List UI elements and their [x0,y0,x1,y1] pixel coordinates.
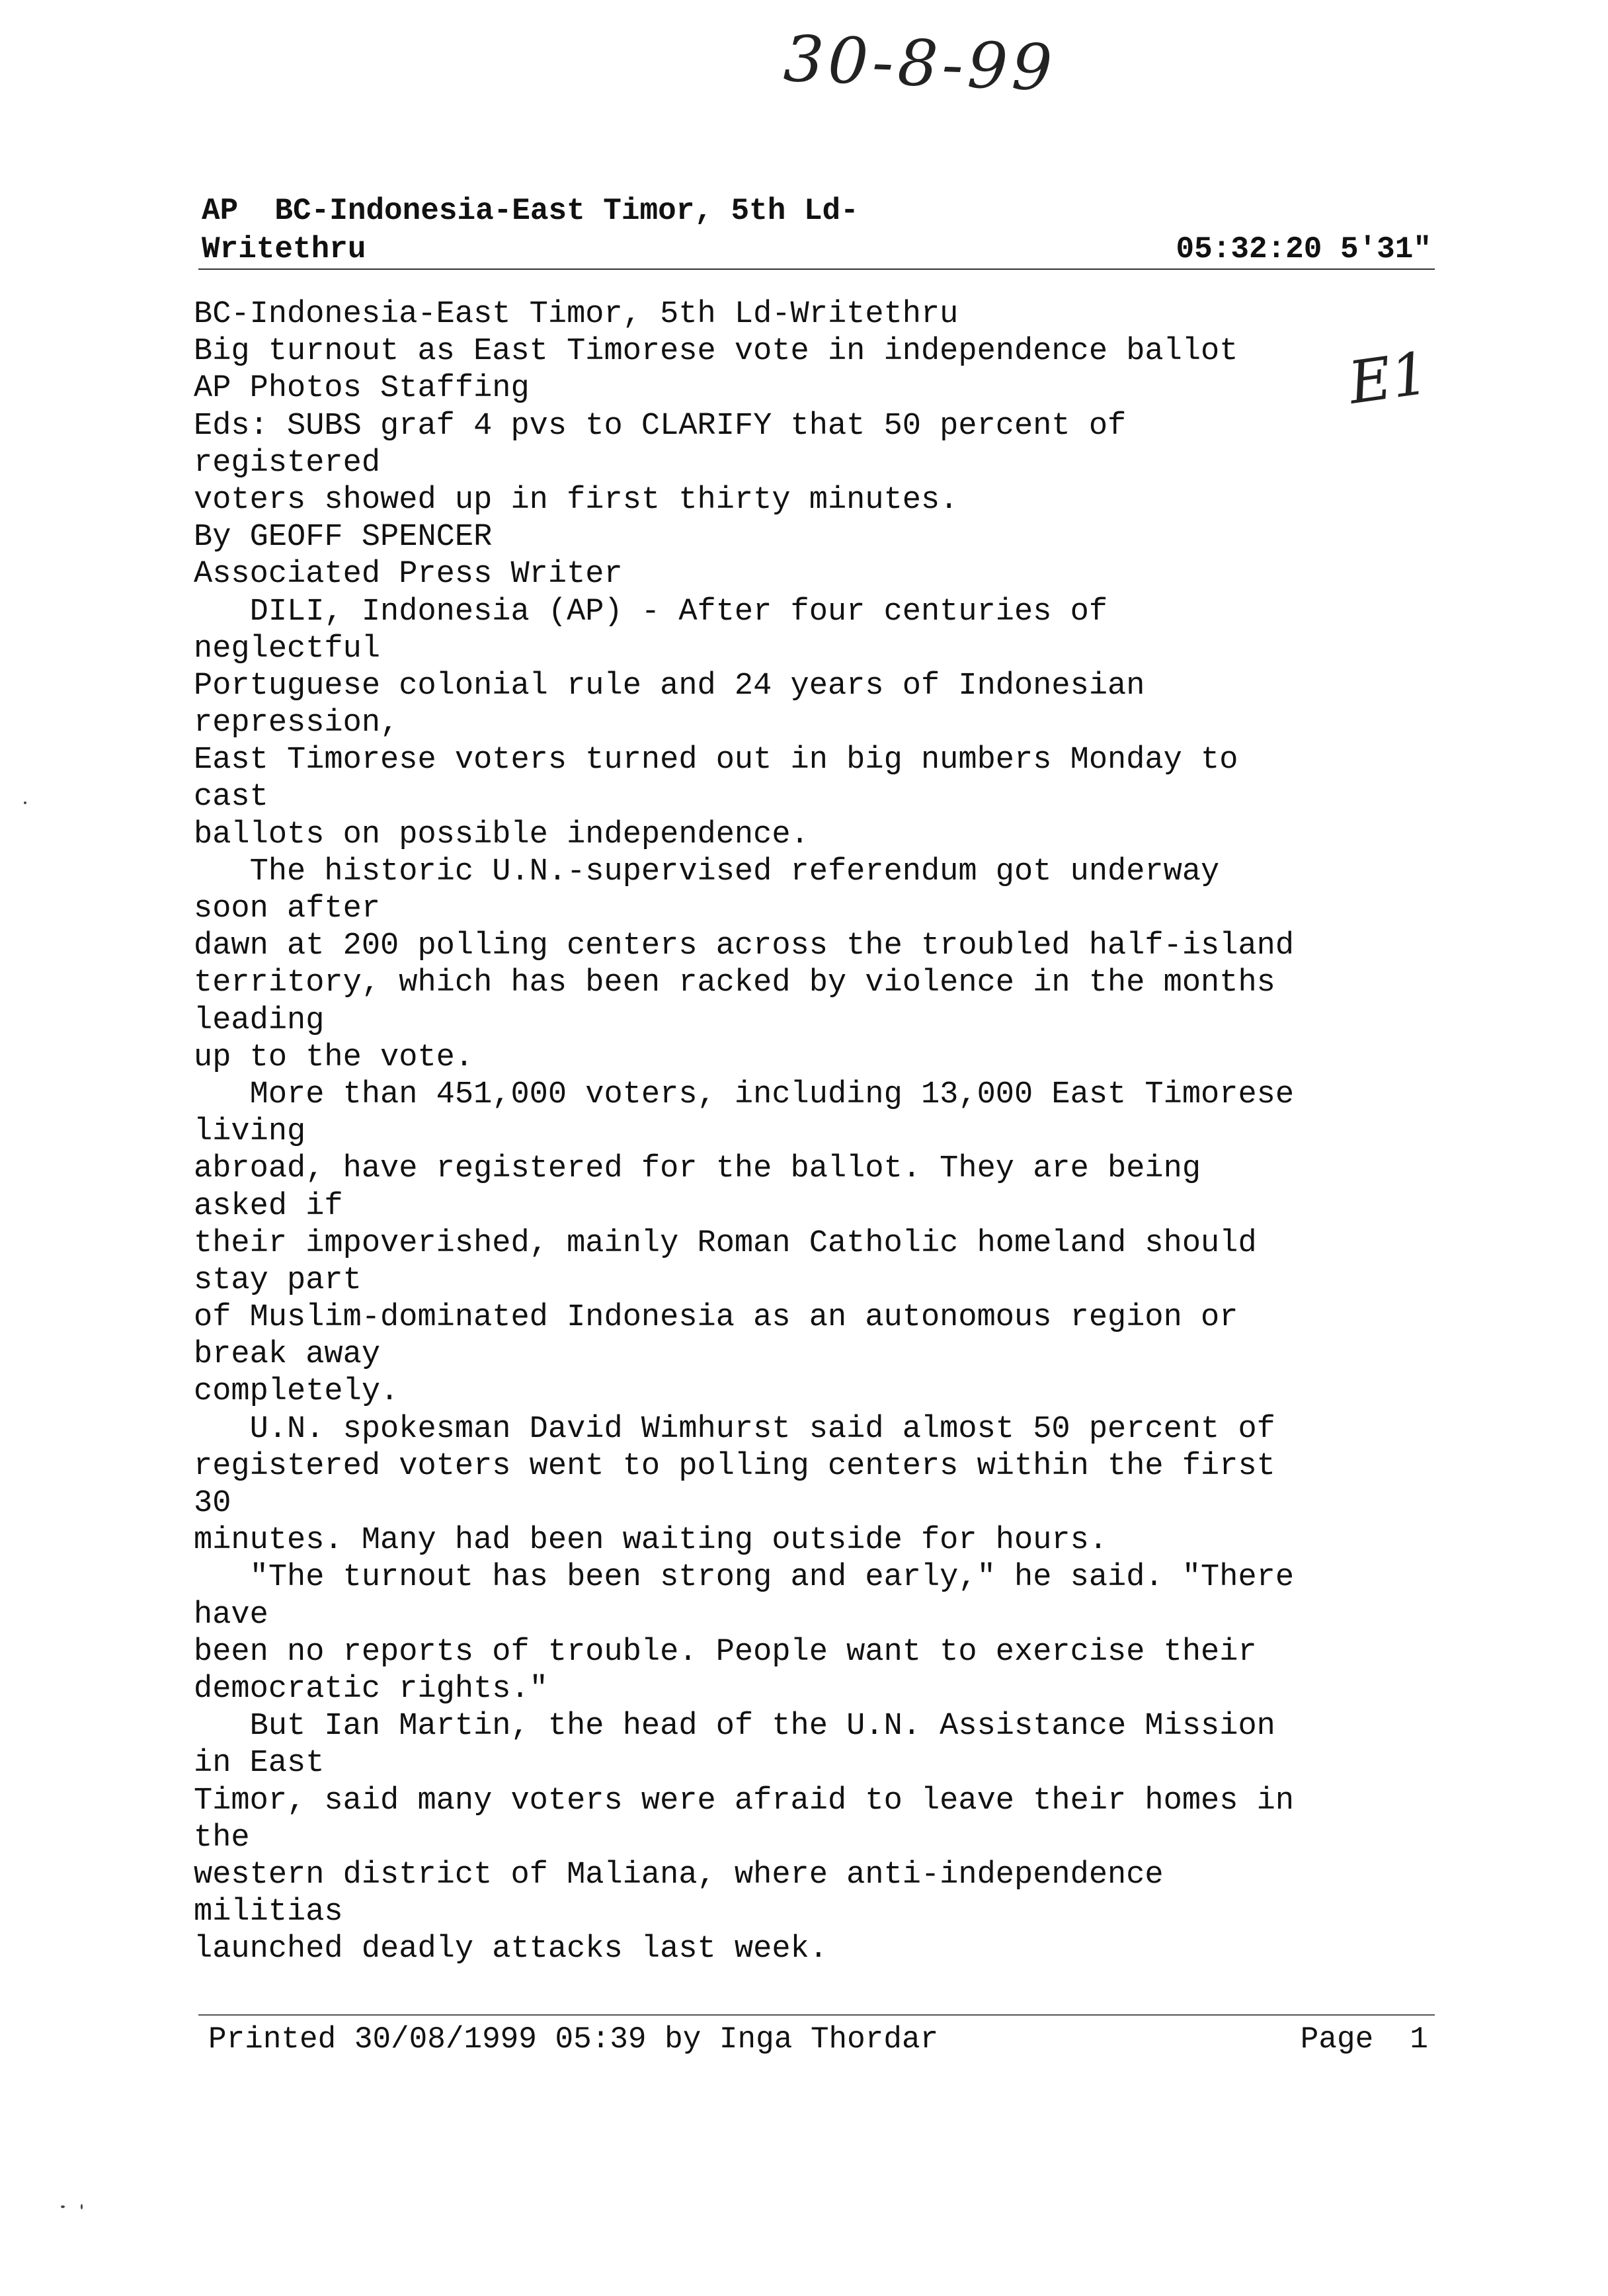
body-line: the [194,1820,250,1856]
body-line: militias [194,1895,343,1930]
printed-info: Printed 30/08/1999 05:39 by Inga Thordar [208,2022,939,2057]
body-line: But Ian Martin, the head of the U.N. Assistance Mission [194,1709,1275,1744]
body-line: launched deadly attacks last week. [194,1932,828,1967]
body-line: More than 451,000 voters, including 13,000 East Timorese [194,1077,1295,1112]
body-line: repression, [194,706,399,741]
body-line: soon after [194,891,381,926]
scan-speck [61,2205,65,2208]
header-divider [198,268,1435,270]
header-timestamp: 05:32:20 5'31" [1176,232,1431,266]
body-line: cast [194,780,268,815]
page-number: Page 1 [1300,2022,1428,2057]
body-line: registered voters went to polling centers within the first [194,1448,1275,1484]
body-line: in East [194,1746,325,1782]
handwritten-date: 30-8-99 [782,21,1058,106]
body-line: have [194,1597,268,1633]
body-line: living [194,1114,306,1150]
scan-speck [24,801,26,804]
body-line: DILI, Indonesia (AP) - After four centuries of [194,594,1108,630]
body-line: ballots on possible independence. [194,817,809,852]
body-line: Big turnout as East Timorese vote in independence ballot [194,334,1238,370]
body-line: democratic rights." [194,1671,548,1707]
body-line: asked if [194,1188,343,1224]
body-line: Associated Press Writer [194,557,623,593]
body-line: leading [194,1003,325,1038]
body-line: U.N. spokesman David Wimhurst said almost 50 percent of [194,1411,1275,1447]
footer-divider [198,2014,1435,2016]
body-line: registered [194,445,381,481]
body-line: been no reports of trouble. People want to exercise their [194,1634,1257,1670]
body-line: break away [194,1337,381,1373]
body-line: dawn at 200 polling centers across the troubled half-island [194,928,1295,964]
header-slug-line: AP BC-Indonesia-East Timor, 5th Ld- [202,194,859,228]
body-line: By GEOFF SPENCER [194,520,493,555]
body-line: stay part [194,1262,362,1298]
header-slug-continuation: Writethru [202,232,366,266]
print-footer [208,2021,1428,2058]
body-line: neglectful [194,631,381,667]
body-line: Portuguese colonial rule and 24 years of Indonesian [194,668,1145,704]
handwritten-initials: E1 [1344,339,1433,417]
header-second-row [202,230,1431,268]
body-line: East Timorese voters turned out in big numbers Monday to [194,743,1238,778]
body-line: abroad, have registered for the ballot. They are being [194,1151,1201,1187]
body-line: Eds: SUBS graf 4 pvs to CLARIFY that 50 percent of [194,408,1127,444]
body-line: 30 [194,1486,231,1521]
body-line: "The turnout has been strong and early," he said. "There [194,1560,1295,1596]
body-line: their impoverished, mainly Roman Catholic homeland should [194,1225,1257,1261]
body-line: western district of Maliana, where anti-independence [194,1857,1164,1893]
body-line: territory, which has been racked by violence in the months [194,965,1275,1001]
scan-speck [81,2204,83,2209]
body-line: minutes. Many had been waiting outside for hours. [194,1523,1108,1559]
story-body [194,296,1450,1968]
body-line: of Muslim-dominated Indonesia as an autonomous region or [194,1300,1238,1336]
body-line: Timor, said many voters were afraid to leave their homes in [194,1783,1295,1819]
body-line: completely. [194,1374,399,1410]
body-line: The historic U.N.-supervised referendum got underway [194,854,1220,889]
body-line: AP Photos Staffing [194,371,530,407]
body-line: up to the vote. [194,1040,474,1075]
document-header [202,192,1431,268]
body-line: BC-Indonesia-East Timor, 5th Ld-Writethru [194,297,959,332]
body-line: voters showed up in first thirty minutes. [194,482,959,518]
